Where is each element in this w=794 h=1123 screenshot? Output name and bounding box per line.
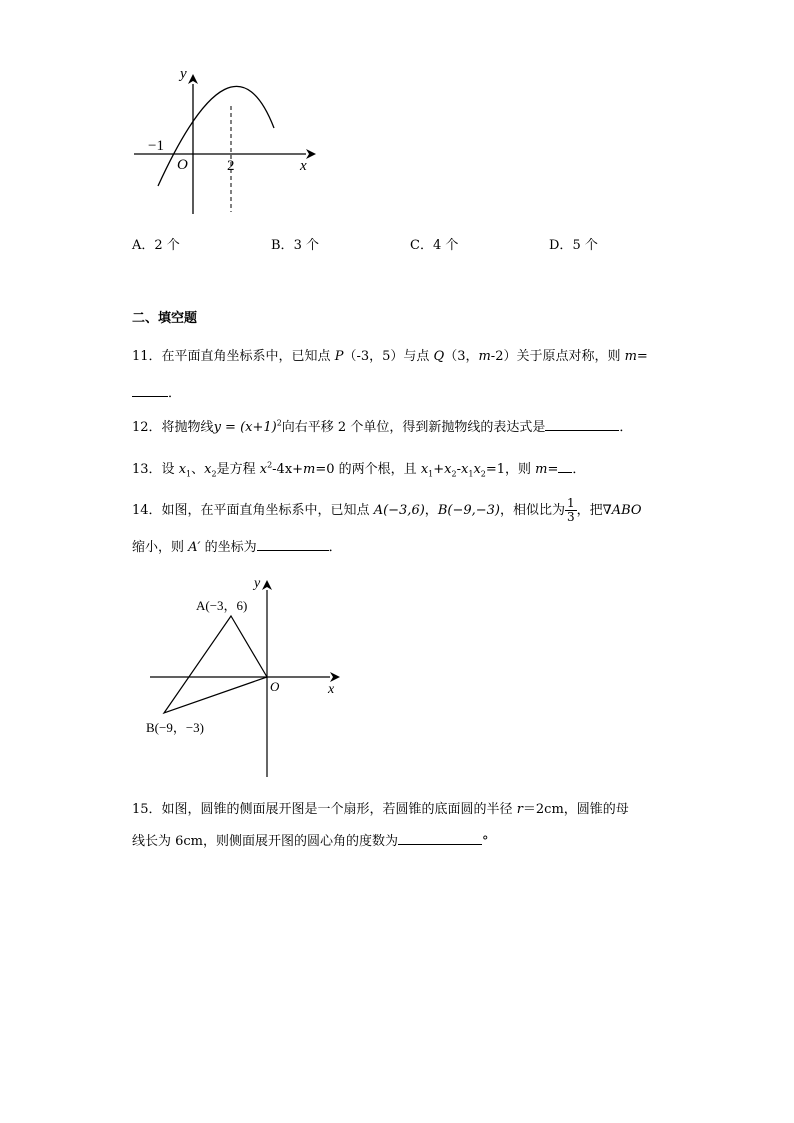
q14-text-a: 如图，在平面直角坐标系中，已知点: [161, 503, 374, 518]
question-14: [132, 497, 642, 524]
x-axis-arrow: [306, 149, 316, 159]
option-b-text: 3 个: [293, 238, 319, 253]
q13-expr-x3: x: [461, 462, 469, 477]
q13-plus: +: [433, 462, 445, 477]
q13-expr-x2: x: [444, 462, 452, 477]
q11-text-d: -2）关于原点对称，则: [490, 349, 625, 364]
x-axis-arrow: [330, 672, 340, 682]
q12-answer-blank[interactable]: [545, 418, 619, 431]
option-c[interactable]: [410, 234, 458, 253]
q13-expr-sub3: 1: [468, 469, 474, 479]
point-a-label: A(−3，6): [196, 598, 248, 613]
q12-formula: y = (x+1): [213, 420, 277, 435]
q13-expr-sub4: 2: [480, 469, 486, 479]
q11-point-q: Q: [433, 349, 445, 364]
option-a-letter: A．: [132, 238, 155, 253]
q13-text-d: -4x+: [272, 462, 304, 477]
question-14-line2: [132, 536, 342, 555]
q11-end: ．: [168, 386, 182, 401]
q13-exponent: 2: [267, 460, 273, 470]
y-axis-arrow: [262, 580, 272, 590]
option-d-letter: D．: [549, 238, 573, 253]
point-b-label: B(−9，−3): [146, 720, 204, 735]
q15-text-b: ＝2cm，圆锥的母: [522, 802, 629, 817]
q12-text-a: 将抛物线: [161, 420, 214, 435]
q13-m2: m: [535, 462, 548, 477]
q13-expr-x4: x: [473, 462, 481, 477]
question-13: [132, 458, 585, 479]
q11-text-e: =: [636, 349, 648, 364]
tick-neg1-label: −1: [148, 138, 164, 154]
option-a[interactable]: [132, 234, 180, 253]
q11-m2: m: [624, 349, 637, 364]
option-a-text: 2 个: [154, 238, 180, 253]
q13-sub1: 1: [186, 469, 192, 479]
q13-text-e: =0 的两个根，且: [315, 462, 421, 477]
option-d-text: 5 个: [572, 238, 598, 253]
q11-number: 11．: [132, 349, 162, 364]
q12-text-b: 向右平移 2 个单位，得到新抛物线的表达式是: [281, 420, 546, 435]
q13-expr-sub1: 1: [428, 469, 434, 479]
option-b-letter: B．: [271, 238, 294, 253]
question-15: [132, 798, 629, 817]
q11-m1: m: [478, 349, 491, 364]
triangle-graph: [140, 572, 350, 782]
option-d[interactable]: [549, 234, 598, 253]
q12-end: ．: [619, 420, 633, 435]
parabola-curve: [158, 86, 274, 186]
q13-eq-x: x: [259, 462, 268, 477]
q13-m: m: [303, 462, 316, 477]
q13-end: ．: [572, 462, 586, 477]
q13-text-i: =: [547, 462, 559, 477]
q11-text-a: 在平面直角坐标系中，已知点: [161, 349, 335, 364]
section-title: 二、填空题: [132, 311, 198, 326]
q14-text-c: ，把: [576, 503, 603, 518]
q11-answer-blank[interactable]: [132, 384, 168, 397]
q13-expr-x1: x: [420, 462, 429, 477]
origin-label: O: [270, 679, 280, 694]
q15-end: °: [482, 834, 489, 849]
q14-text-b: ，相似比为: [499, 503, 565, 518]
q11-text-b: （-3，5）与点: [343, 349, 434, 364]
q13-answer-blank[interactable]: [558, 460, 572, 473]
q14-frac-num: 1: [566, 496, 575, 510]
q14-point-b: B(−9,−3): [437, 503, 500, 518]
q14-number: 14．: [132, 503, 162, 518]
q13-text-a: 设: [161, 462, 179, 477]
q14-point-a: A(−3,6): [373, 503, 425, 518]
q15-text-a: 如图，圆锥的侧面展开图是一个扇形，若圆锥的底面圆的半径: [161, 802, 517, 817]
q14-line2-a: 缩小，则: [132, 540, 189, 555]
q13-text-b: 、: [191, 462, 205, 477]
q13-text-h: =1，则: [485, 462, 536, 477]
q13-number: 13．: [132, 462, 162, 477]
parabola-graph: [128, 62, 328, 222]
q13-expr-sub2: 2: [451, 469, 457, 479]
q14-ratio-fraction: [565, 497, 577, 524]
question-11-answer-line: [132, 382, 181, 401]
y-label: y: [254, 576, 261, 591]
q14-end: ．: [328, 540, 342, 555]
q13-minus: -: [456, 462, 461, 477]
x-label: x: [300, 158, 307, 174]
q15-radius: r: [516, 802, 523, 817]
q13-x1: x: [178, 462, 187, 477]
q13-x2: x: [204, 462, 212, 477]
q14-frac-den: 3: [566, 510, 575, 524]
q13-text-c: 是方程: [216, 462, 260, 477]
option-c-letter: C．: [410, 238, 433, 253]
x-label: x: [328, 682, 335, 697]
q15-number: 15．: [132, 802, 162, 817]
origin-label: O: [177, 157, 188, 173]
tick-2-label: 2: [227, 158, 235, 174]
q12-exponent: 2: [276, 418, 282, 428]
y-label: y: [180, 66, 187, 82]
question-11: [132, 345, 648, 364]
option-c-text: 4 个: [432, 238, 459, 253]
option-b[interactable]: [271, 234, 319, 253]
q14-answer-blank[interactable]: [257, 538, 329, 551]
q14-line2-b: 的坐标为: [200, 540, 257, 555]
triangle-abo: [164, 616, 267, 713]
question-12: [132, 416, 632, 435]
q12-number: 12．: [132, 420, 162, 435]
q14-a-prime: A′: [188, 540, 201, 555]
q14-triangle: ∇ABO: [602, 503, 642, 518]
q14-sep: ，: [424, 503, 438, 518]
question-15-line2: [132, 830, 489, 849]
q15-answer-blank[interactable]: [398, 832, 482, 845]
q15-line2: 线长为 6cm，则侧面展开图的圆心角的度数为: [132, 834, 399, 849]
q11-text-c: （3，: [444, 349, 479, 364]
q13-sub2: 2: [211, 469, 217, 479]
q11-point-p: P: [334, 349, 344, 364]
y-axis-arrow: [188, 74, 198, 84]
